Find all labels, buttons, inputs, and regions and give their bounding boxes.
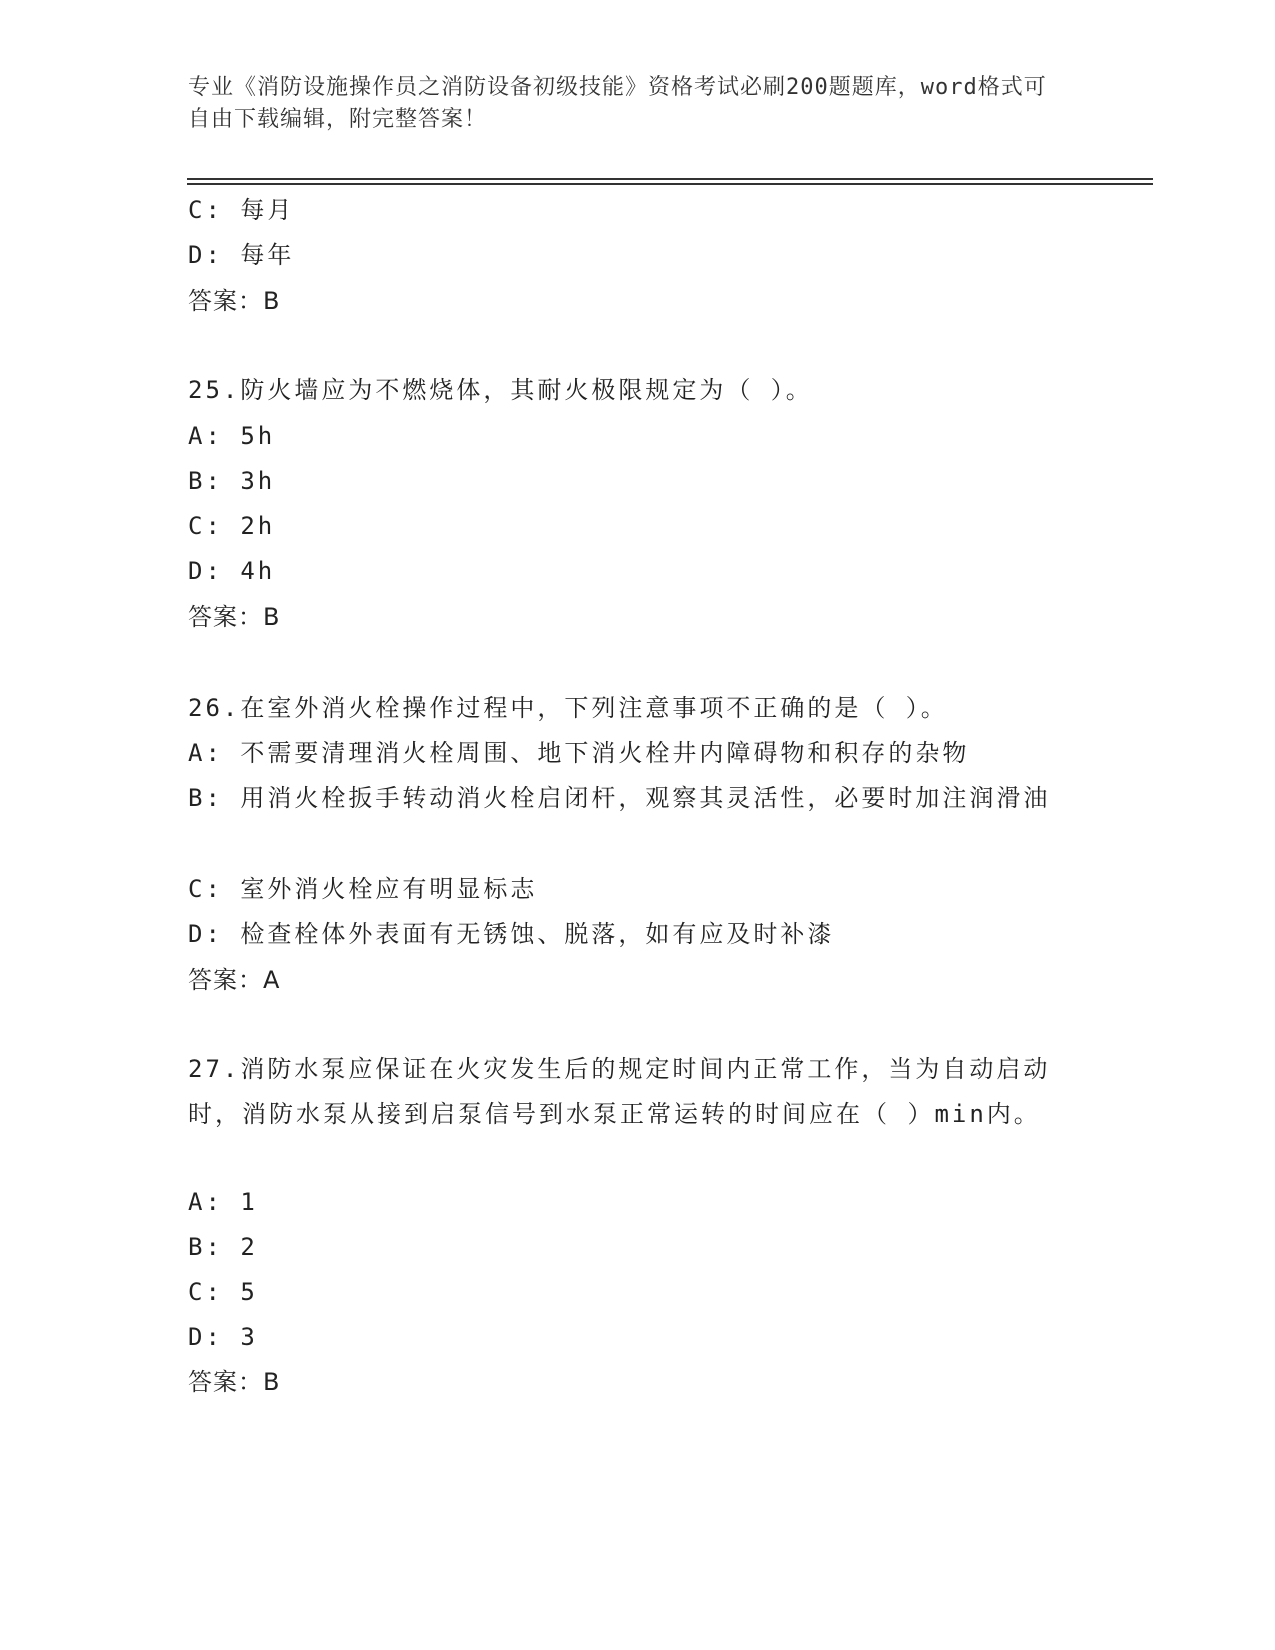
q26-stem: 26.在室外消火栓操作过程中，下列注意事项不正确的是（ ）。: [188, 694, 948, 722]
q25-option-c: C: 2h: [188, 512, 276, 540]
q25-option-b: B: 3h: [188, 467, 276, 495]
prev-option-d: D: 每年: [188, 241, 295, 269]
document-header: 专业《消防设施操作员之消防设备初级技能》资格考试必刷200题题库，word格式可自由下载编辑，附完整答案！: [188, 75, 1047, 132]
header-divider-bottom: [187, 183, 1153, 185]
prev-answer: 答案：B: [188, 287, 281, 315]
q27-option-c: C: 5: [188, 1278, 258, 1306]
q25-option-a: A: 5h: [188, 422, 276, 450]
q26-option-c: C: 室外消火栓应有明显标志: [188, 875, 538, 903]
q25-answer: 答案：B: [188, 603, 281, 631]
q25-stem: 25.防火墙应为不燃烧体，其耐火极限规定为（ ）。: [188, 376, 813, 404]
header-divider-top: [187, 178, 1153, 180]
q27-option-a: A: 1: [188, 1188, 258, 1216]
q25-option-d: D: 4h: [188, 557, 276, 585]
q26-answer: 答案：A: [188, 966, 281, 994]
q26-option-b: B: 用消火栓扳手转动消火栓启闭杆，观察其灵活性，必要时加注润滑油: [188, 784, 1051, 812]
q26-option-a: A: 不需要清理消火栓周围、地下消火栓井内障碍物和积存的杂物: [188, 739, 970, 767]
prev-option-c: C: 每月: [188, 196, 295, 224]
q27-stem: 27.消防水泵应保证在火灾发生后的规定时间内正常工作，当为自动启动时，消防水泵从接到启泵信号到水泵正常运转的时间应在（ ）min内。: [188, 1055, 1051, 1128]
q27-answer: 答案：B: [188, 1368, 281, 1396]
q26-option-d: D: 检查栓体外表面有无锈蚀、脱落，如有应及时补漆: [188, 920, 835, 948]
q27-option-b: B: 2: [188, 1233, 258, 1261]
q27-option-d: D: 3: [188, 1323, 258, 1351]
